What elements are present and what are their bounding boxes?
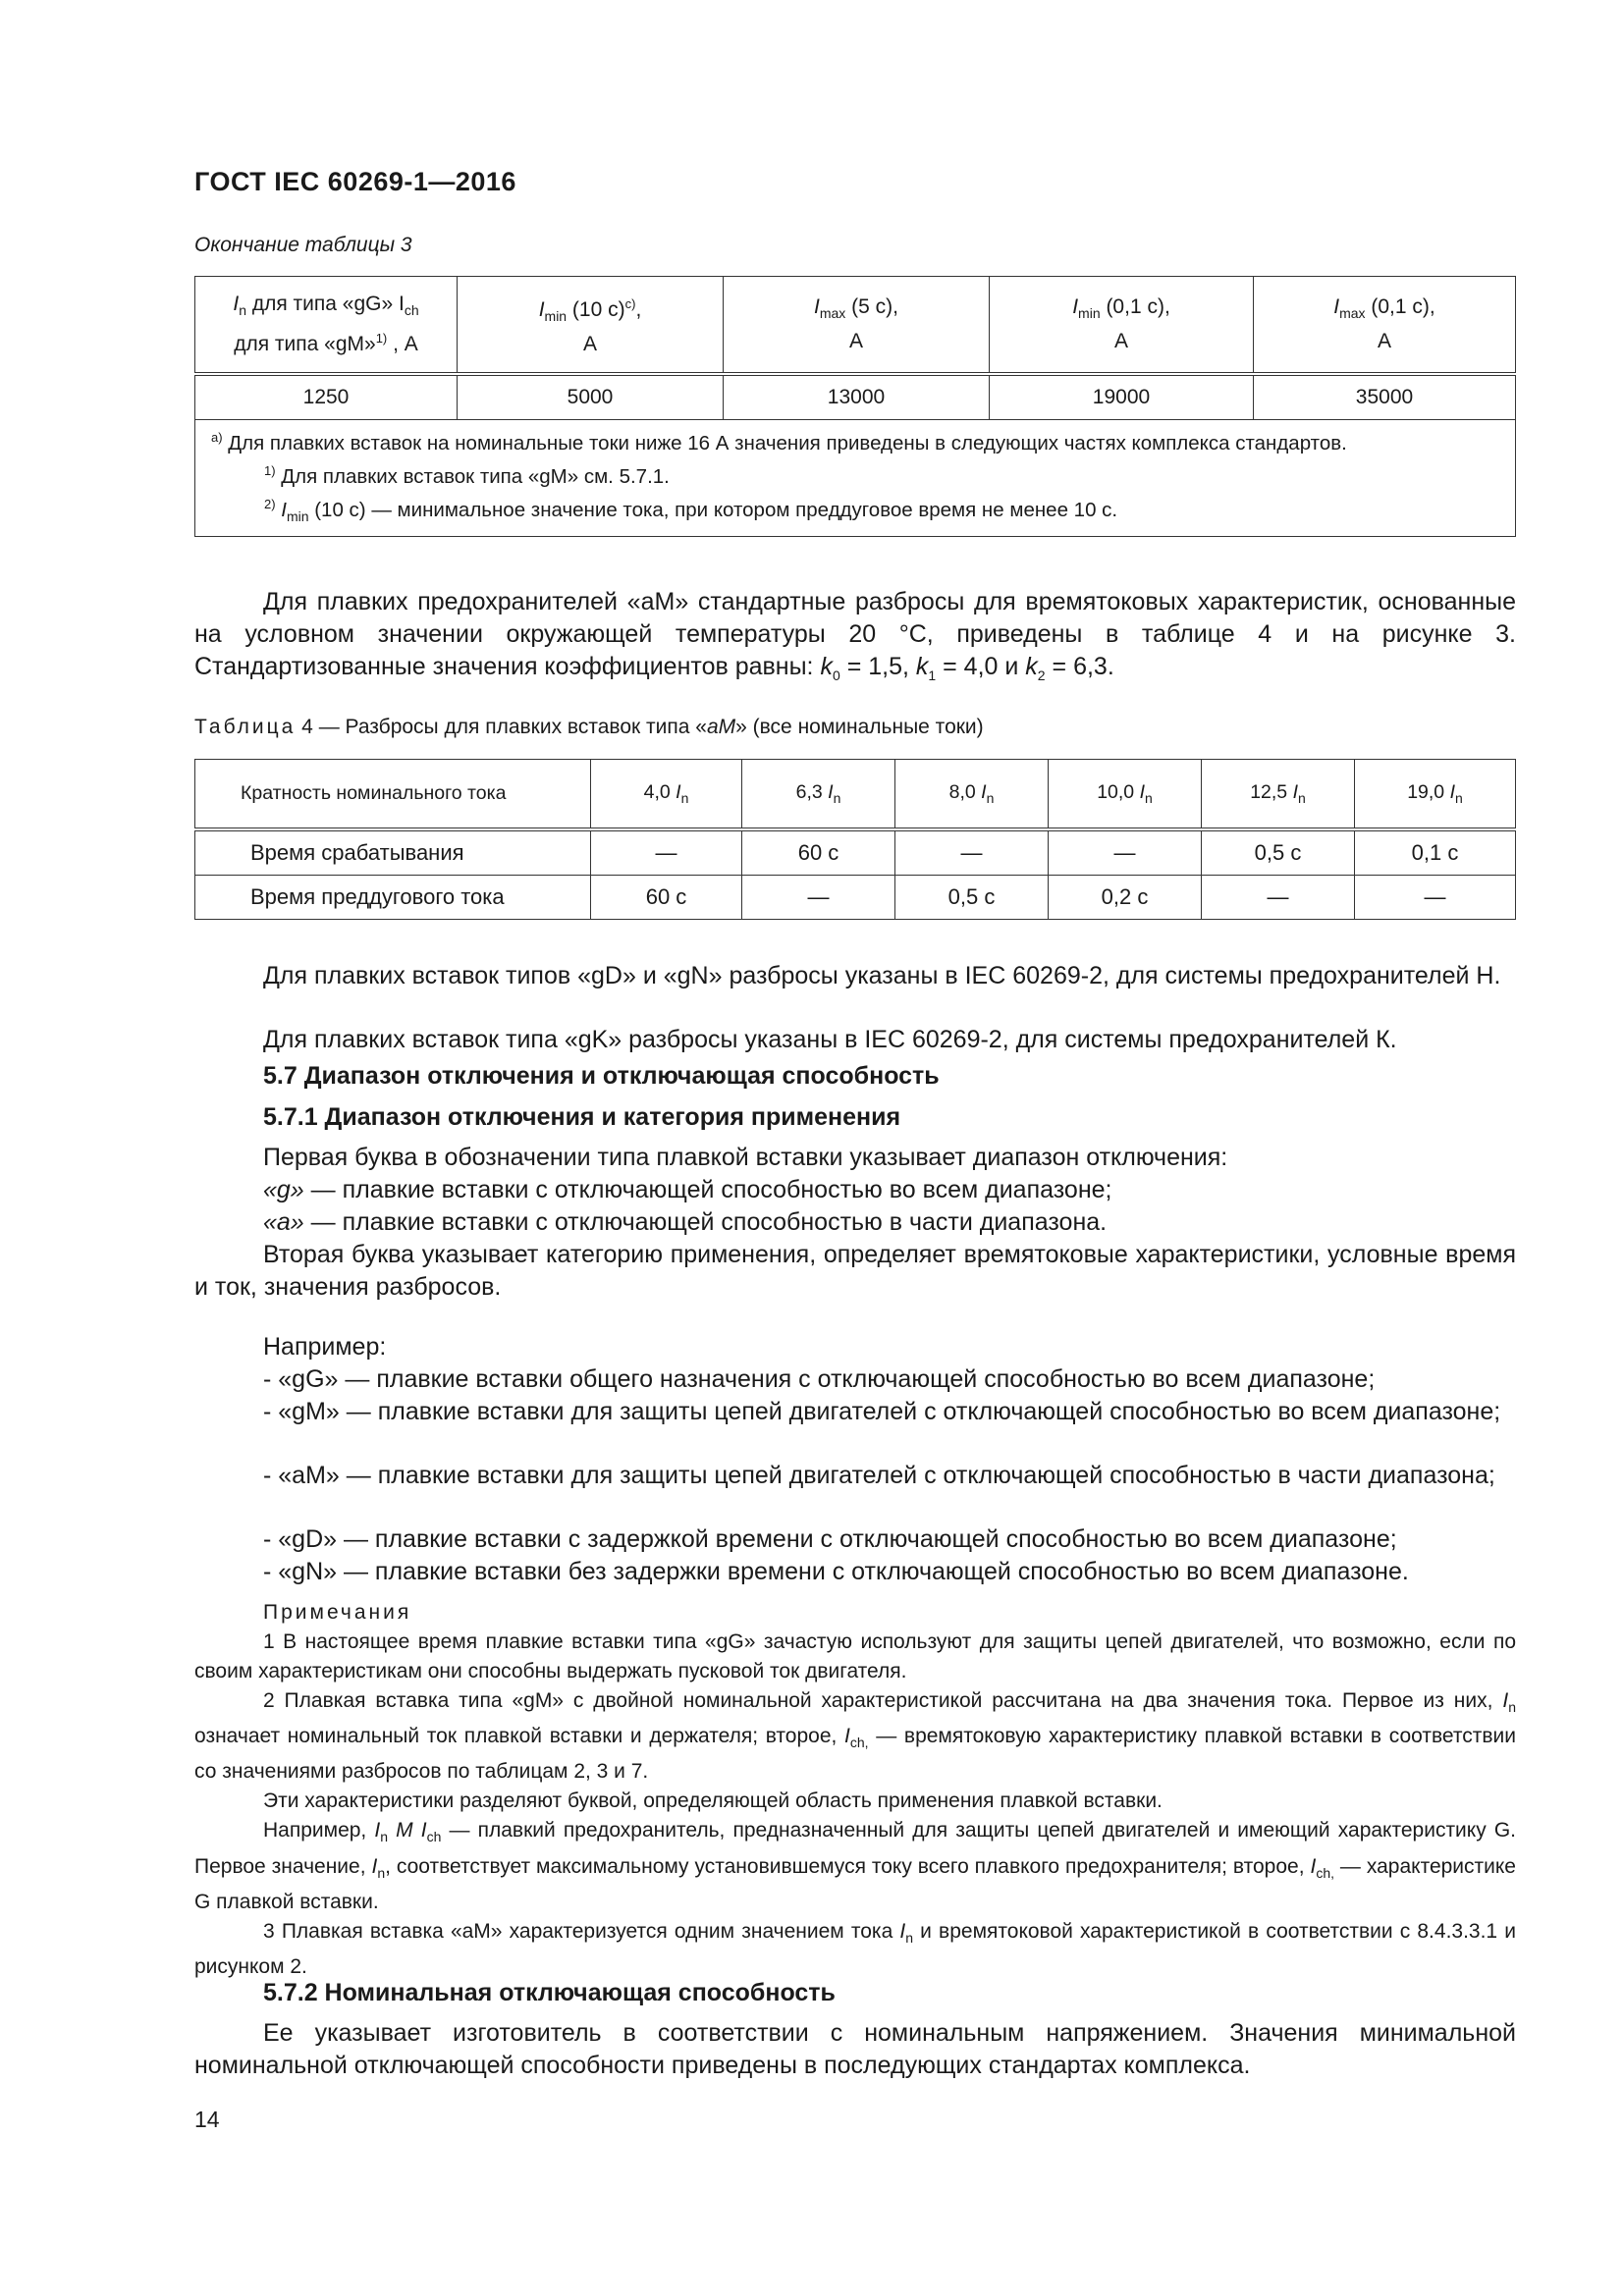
table3-header-cell: $I_{max}$ (0,1 с), А <box>1254 277 1516 375</box>
table-cell: 0,2 с <box>1049 876 1202 920</box>
list-item: - «gD» — плавкие вставки с задержкой времени с отключающей способностью во всем диапазоне; <box>263 1525 1397 1553</box>
note-1: 1 В настоящее время плавкие вставки типа «gG» зачастую используют для защиты цепей двигателей, что возможно, если по своим характеристикам они способны выдержать пусковой ток двигателя. <box>194 1630 1516 1682</box>
section-heading-5-7-1: 5.7.1 Диапазон отключения и категория применения <box>263 1103 901 1131</box>
document-header: ГОСТ IEC 60269-1—2016 <box>194 167 516 196</box>
table3-header-cell: $I_{max}$ (5 с), А <box>724 277 990 375</box>
table-cell: 60 с <box>591 876 742 920</box>
table3-header-cell: $I_{min}$ (10 с)$^{с)}$, А <box>458 277 724 375</box>
table4-header-label: Кратность номинального тока <box>195 760 591 830</box>
table-3 <box>194 276 1516 537</box>
table-4 <box>194 759 1516 920</box>
section-heading-5-7-2: 5.7.2 Номинальная отключающая способность <box>263 1979 836 2006</box>
note-2-characteristics: Эти характеристики разделяют буквой, определяющей область применения плавкой вставки. <box>263 1789 1163 1813</box>
table-cell: — <box>591 829 742 876</box>
table-cell: — <box>1355 876 1516 920</box>
paragraph-gk: Для плавких вставок типа «gK» разбросы указаны в IEC 60269-2, для системы предохранителей К. <box>263 1026 1397 1053</box>
table-cell: — <box>1202 876 1355 920</box>
notes-section <box>194 1598 1516 1982</box>
list-item: - «gN» — плавкие вставки без задержки времени с отключающей способностью во всем диапазоне. <box>263 1558 1409 1585</box>
paragraph-second-letter: Вторая буква указывает категорию применения, определяет времятоковые характеристики, условные время и ток, значения разбросов. <box>194 1241 1516 1301</box>
list-item: - «gM» — плавкие вставки для защиты цепей двигателей с отключающей способностью во всем диапазоне; <box>263 1398 1501 1425</box>
table-cell: 0,5 с <box>895 876 1049 920</box>
note-3: 3 Плавкая вставка «аМ» характеризуется одним значением тока $I_n$ и времятоковой характеристикой в соответствии с 8.4.3.3.1 и рисунком 2. <box>194 1919 1516 1978</box>
table-cell: — <box>895 829 1049 876</box>
paragraph-first-letter: Первая буква в обозначении типа плавкой вставки указывает диапазон отключения: <box>263 1144 1228 1171</box>
table-cell: — <box>742 876 895 920</box>
table4-header-cell: 19,0 $I_n$ <box>1355 760 1516 830</box>
section-heading-5-7: 5.7 Диапазон отключения и отключающая способность <box>263 1062 940 1090</box>
table4-header-cell: 4,0 $I_n$ <box>591 760 742 830</box>
row-label: Время срабатывания <box>195 829 591 876</box>
table4-header-cell: 12,5 $I_n$ <box>1202 760 1355 830</box>
table-cell: 13000 <box>724 374 990 420</box>
table3-header-cell: $I_n$ для типа «gG» $I_{ch}$ для типа «gM»$^{1)}$ , А <box>195 277 458 375</box>
notes-title: Примечания <box>263 1601 412 1624</box>
page-number: 14 <box>194 2107 220 2132</box>
table-cell: 35000 <box>1254 374 1516 420</box>
table-row <box>195 374 1516 420</box>
table-cell: — <box>1049 829 1202 876</box>
note-2-example: Например, $I_n$ M $I_{ch}$ — плавкий предохранитель, предназначенный для защиты цепей двигателей и имеющий характеристику G. Первое значение, $I_n$, соответствует максимальному установившемуся току всего плавкого предохранителя; второе, $I_{ch,}$ — характеристике G плавкой вставки. <box>194 1819 1516 1913</box>
paragraph-am-spread: Для плавких предохранителей «аМ» стандартные разбросы для времятоковых характеристик, основанные на условном значении окружающей температуры 20 °С, приведены в таблице 4 и на рисунке 3. Стандартизованные значения коэффициентов равны: $k_0 = 1,5$, $k_1 = 4,0$ и $k_2 = 6,3$. <box>194 588 1516 683</box>
table4-header-cell: 10,0 $I_n$ <box>1049 760 1202 830</box>
table-cell: 0,1 с <box>1355 829 1516 876</box>
paragraph-a-range: «а» — плавкие вставки с отключающей способностью в части диапазона. <box>263 1208 1108 1236</box>
table-cell: 5000 <box>458 374 724 420</box>
row-label: Время преддугового тока <box>195 876 591 920</box>
list-item: - «gG» — плавкие вставки общего назначения с отключающей способностью во всем диапазоне; <box>263 1365 1376 1393</box>
table4-header-cell: 8,0 $I_n$ <box>895 760 1049 830</box>
table4-header-cell: 6,3 $I_n$ <box>742 760 895 830</box>
table-row <box>195 829 1516 876</box>
list-item: - «аМ» — плавкие вставки для защиты цепей двигателей с отключающей способностью в части диапазона; <box>263 1462 1495 1489</box>
table-cell: 19000 <box>990 374 1254 420</box>
table4-caption: Таблица 4 — Разбросы для плавких вставок типа «аМ» (все номинальные токи) <box>194 716 984 738</box>
table-cell: 1250 <box>195 374 458 420</box>
table-row <box>195 876 1516 920</box>
table3-footnotes: $^{а)}$ Для плавких вставок на номинальные токи ниже 16 А значения приведены в следующих частях комплекса стандартов. $^{1)}$ Для плавких вставок типа «gM» см. 5.7.1. $^{2)}$ $I_{min}$ (10 с) — минимальное значение тока, при котором преддуговое время не менее 10 с. <box>195 420 1516 537</box>
paragraph-example: Например: <box>263 1333 387 1361</box>
table-cell: 0,5 с <box>1202 829 1355 876</box>
note-2: 2 Плавкая вставка типа «gM» с двойной номинальной характеристикой рассчитана на два значения тока. Первое из них, $I_n$ означает номинальный ток плавкой вставки и держателя; второе, $I_{ch,}$ — времятоковую характеристику плавкой вставки в соответствии со значениями разбросов по таблицам 2, 3 и 7. <box>194 1689 1516 1784</box>
paragraph-breaking-capacity: Ее указывает изготовитель в соответствии с номинальным напряжением. Значения минимальной номинальной отключающей способности приведены в последующих стандартах комплекса. <box>194 2019 1516 2079</box>
paragraph-gd-gn: Для плавких вставок типов «gD» и «gN» разбросы указаны в IEC 60269-2, для системы предохранителей Н. <box>263 962 1501 989</box>
table3-header-cell: $I_{min}$ (0,1 с), А <box>990 277 1254 375</box>
table3-caption: Окончание таблицы 3 <box>194 234 412 256</box>
paragraph-g-range: «g» — плавкие вставки с отключающей способностью во всем диапазоне; <box>263 1176 1112 1203</box>
table-cell: 60 с <box>742 829 895 876</box>
